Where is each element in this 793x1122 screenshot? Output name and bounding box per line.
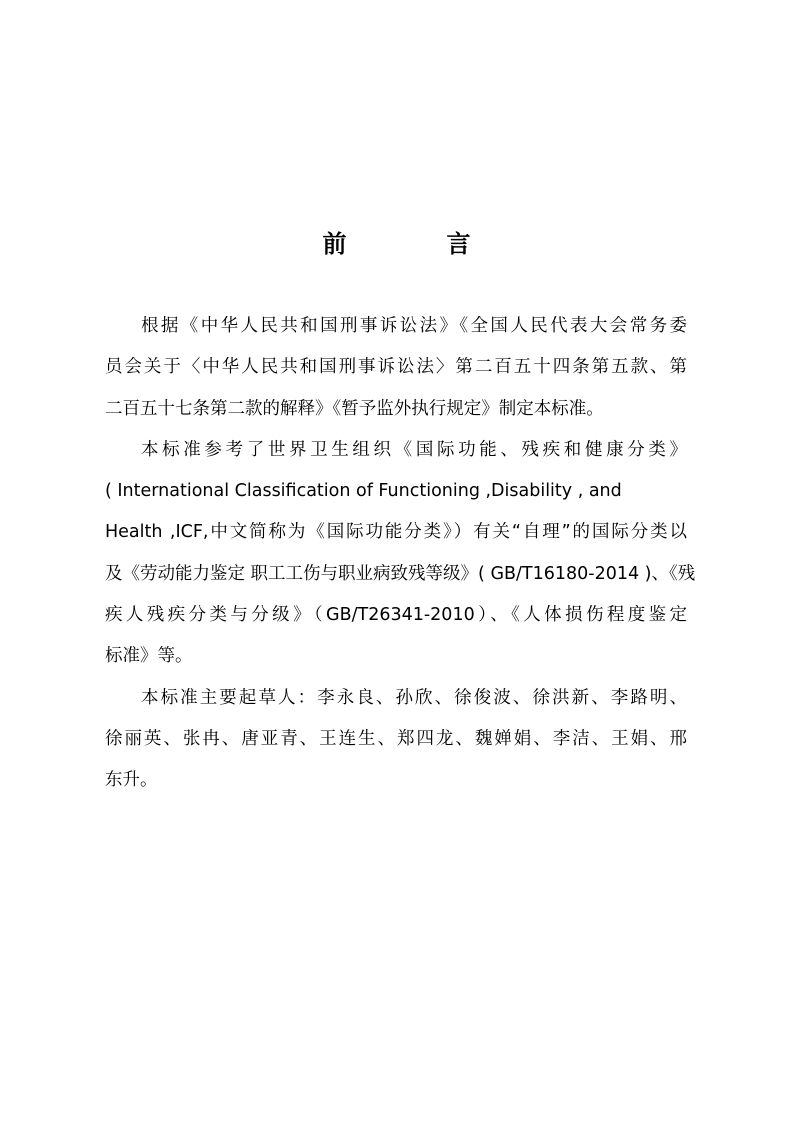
paragraph-line: Health ,ICF,中文简称为《国际功能分类》）有关“自理”的国际分类以 <box>105 522 687 543</box>
paragraph-line: 标准》等。 <box>105 646 193 667</box>
paragraph-line: 根据《中华人民共和国刑事诉讼法》《全国人民代表大会常务委 <box>141 316 687 336</box>
paragraph-line: 及《劳动能力鉴定 职工工伤与职业病致残等级》( GB/T16180-2014 )、《残 <box>105 563 696 584</box>
paragraph-line: 徐丽英、张冉、唐亚青、王连生、郑四龙、魏婵娟、李洁、王娟、邢 <box>105 728 687 749</box>
paragraph-line: 员会关于〈中华人民共和国刑事诉讼法〉第二百五十四条第五款、第 <box>105 357 687 378</box>
paragraph-line: 本标准参考了世界卫生组织《国际功能、残疾和健康分类》 <box>141 439 687 460</box>
paragraph-line: ( International Classification of Functioning ,Disability , and <box>105 481 622 502</box>
paragraph-legal-basis <box>105 306 687 430</box>
paragraph-drafters <box>105 678 687 802</box>
paragraph-line: 本标准主要起草人：李永良、孙欣、徐俊波、徐洪新、李路明、 <box>141 687 687 708</box>
paragraph-references <box>105 430 696 678</box>
page-title: 前 言 <box>322 229 509 258</box>
paragraph-line: 东升。 <box>105 770 158 791</box>
paragraph-line: 二百五十七条第二款的解释》《暂予监外执行规定》制定本标准。 <box>105 398 604 419</box>
paragraph-line: 疾人残疾分类与分级》（GB/T26341-2010）、《人体损伤程度鉴定 <box>105 605 687 626</box>
document-body <box>105 306 696 802</box>
